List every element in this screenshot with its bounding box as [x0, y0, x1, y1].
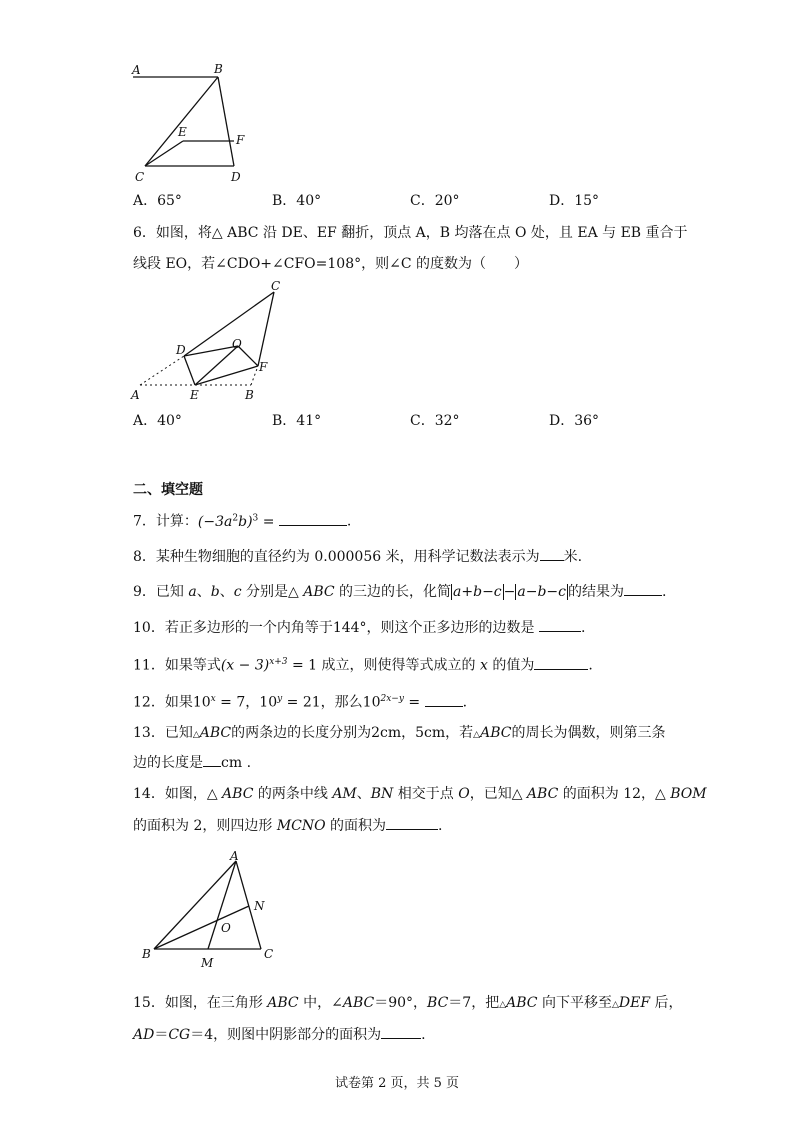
q5-label-b: B: [214, 62, 223, 76]
q14-line1: 14．如图，△ ABC 的两条中线 AM、BN 相交于点 O，已知△ ABC 的面积为 12，△ BOM: [133, 786, 707, 802]
q6-label-f: F: [259, 360, 268, 374]
q13-line2: 边的长度是 cm .: [133, 752, 251, 773]
q6-label-a: A: [131, 388, 140, 402]
q6-choice-d[interactable]: D．36°: [549, 413, 600, 429]
q12-line: 12．如果$10^x = 7$，$10^y = 21$，那么$10^{2x-y}$ = .: [133, 689, 467, 713]
q6-figure: [128, 278, 293, 408]
q6-choices: [133, 410, 653, 430]
section-title-fill-in: 二、填空题: [133, 482, 203, 498]
q15-line1: 15．如图，在三角形 ABC 中，∠ABC＝90°，BC＝7，把△ABC 向下平移至△DEF 后，: [133, 995, 683, 1011]
q5-choice-b[interactable]: B．40°: [272, 193, 322, 209]
q7-answer-blank[interactable]: [279, 511, 347, 526]
q5-label-e: E: [178, 125, 187, 139]
q11-line: 11．如果等式$(x - 3)^{x+3} = 1$ 成立，则使得等式成立的 x 的值为 .: [133, 652, 593, 676]
q14-figure: [138, 848, 288, 973]
page-footer: 试卷第 2 页，共 5 页: [334, 1076, 460, 1091]
q14-label-b: B: [142, 947, 151, 961]
q6-label-o: O: [232, 337, 242, 351]
q10-answer-blank[interactable]: [539, 617, 581, 632]
q14-line2: 的面积为 2，则四边形 MCNO 的面积为 .: [133, 815, 443, 836]
q14-label-o: O: [221, 921, 231, 935]
q14-label-m: M: [201, 956, 214, 970]
q5-choice-d[interactable]: D．15°: [549, 193, 600, 209]
q7-expression: $(-3a^2b)^3$ =: [197, 513, 279, 530]
q6-text-line1: 6．如图，将△ ABC 沿 DE、EF 翻折，顶点 A，B 均落在点 O 处，且 EA 与 EB 重合于: [133, 225, 688, 241]
q9-answer-blank[interactable]: [624, 581, 662, 596]
q12-answer-blank[interactable]: [425, 692, 463, 707]
q5-choice-a[interactable]: A．65°: [133, 193, 182, 209]
q10-line: 10．若正多边形的一个内角等于144°，则这个正多边形的边数是 .: [133, 617, 585, 638]
q13-answer-blank[interactable]: [203, 752, 221, 767]
q7-line: 7．计算：$(-3a^2b)^3$ = .: [133, 508, 351, 532]
q14-answer-blank[interactable]: [386, 815, 438, 830]
q13-line1: 13．已知△ABC的两条边的长度分别为2cm，5cm，若△ABC的周长为偶数，则第三条: [133, 725, 666, 741]
q6-label-b: B: [245, 388, 254, 402]
q5-label-a: A: [132, 63, 141, 77]
q5-choices: [133, 190, 653, 210]
q5-label-f: F: [236, 133, 245, 147]
q9-line: 9．已知 a、b、c 分别是△ ABC 的三边的长，化简 a+b−c − a−b−c 的结果为 .: [133, 581, 666, 602]
q6-label-e: E: [190, 388, 199, 402]
q15-answer-blank[interactable]: [381, 1024, 421, 1039]
q14-label-n: N: [254, 899, 265, 913]
q5-label-c: C: [135, 170, 145, 184]
q8-line: 8．某种生物细胞的直径约为 0.000056 米，用科学记数法表示为 米.: [133, 546, 582, 567]
q5-label-d: D: [231, 170, 241, 184]
q14-label-a: A: [230, 849, 239, 863]
q14-label-c: C: [264, 947, 274, 961]
q6-choice-a[interactable]: A．40°: [133, 413, 182, 429]
q6-label-c: C: [271, 279, 281, 293]
q15-line2: AD＝CG＝4，则图中阴影部分的面积为 .: [133, 1024, 426, 1045]
q5-figure: [128, 60, 258, 185]
q6-choice-b[interactable]: B．41°: [272, 413, 322, 429]
q11-answer-blank[interactable]: [534, 655, 588, 670]
q8-answer-blank[interactable]: [540, 546, 564, 561]
q6-label-d: D: [176, 343, 186, 357]
q6-text-line2: 线段 EO，若∠CDO+∠CFO=108°，则∠C 的度数为（ ）: [133, 256, 529, 272]
q6-choice-c[interactable]: C．32°: [410, 413, 460, 429]
q5-choice-c[interactable]: C．20°: [410, 193, 460, 209]
